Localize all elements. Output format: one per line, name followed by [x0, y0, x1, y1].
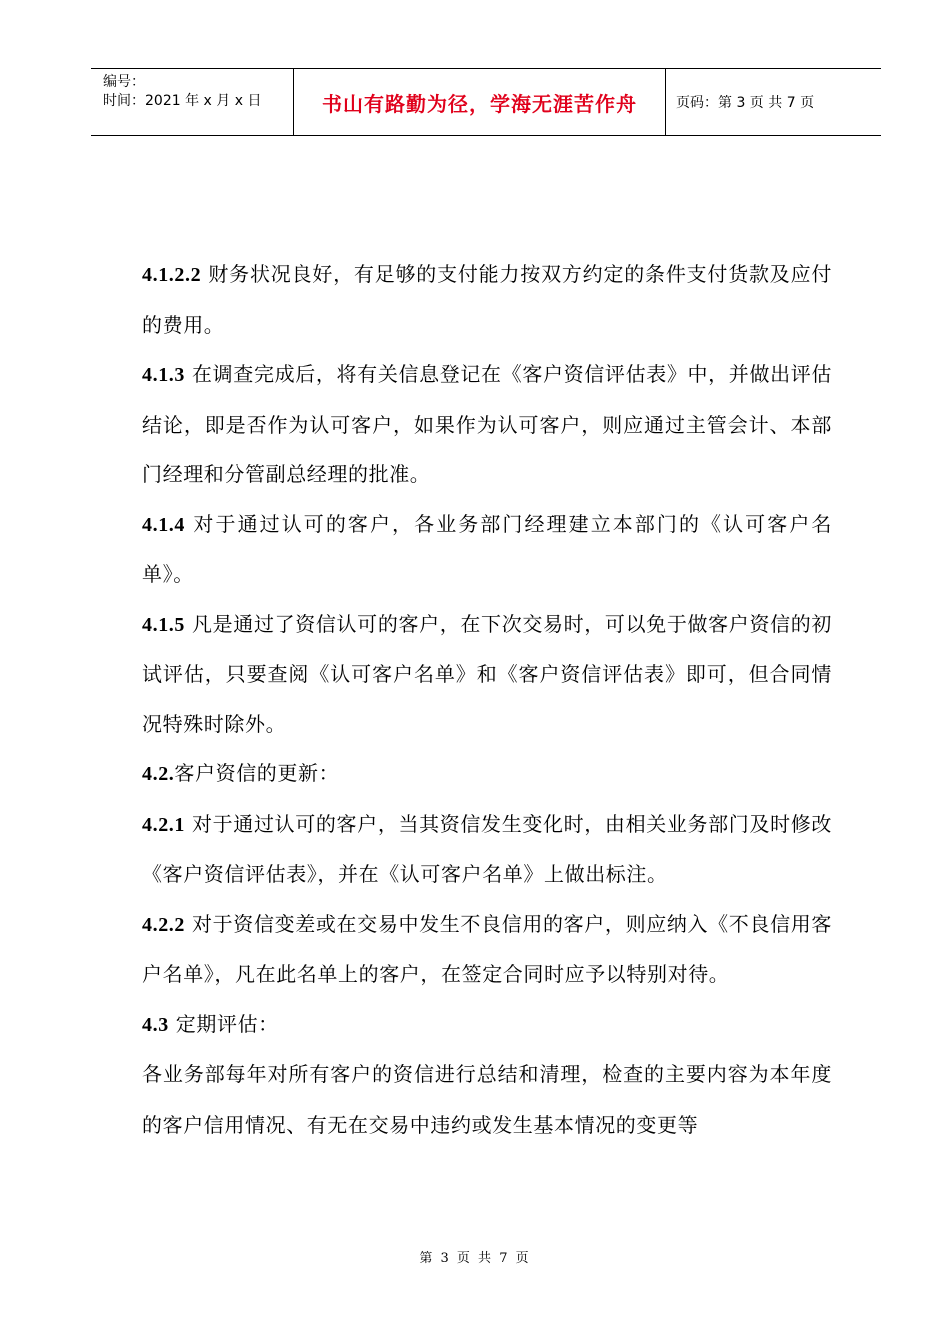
section-number: 4.2.1: [142, 813, 185, 836]
paragraph-text: 定期评估：: [168, 1011, 279, 1036]
paragraph: [142, 749, 832, 800]
section-number: 4.1.4: [142, 513, 185, 536]
paragraph: [142, 250, 832, 350]
paragraph: [142, 900, 832, 1000]
header-motto-cell: [293, 69, 666, 135]
serial-label: 编号：: [103, 74, 145, 90]
header-page-label: 页码：第 3 页 共 7 页: [676, 95, 815, 111]
paragraph-text: 客户资信的更新：: [174, 761, 340, 785]
paragraph-text: 对于通过认可的客户，各业务部门经理建立本部门的《认可客户名单》。: [142, 511, 832, 586]
section-number: 4.1.3: [142, 364, 185, 386]
document-body: [142, 250, 832, 1150]
header-motto: 书山有路勤为径，学海无涯苦作舟: [322, 91, 637, 116]
paragraph: [142, 1050, 832, 1150]
paragraph: [142, 1000, 832, 1051]
section-number: 4.1.2.2: [142, 264, 202, 286]
paragraph-text: 凡是通过了资信认可的客户，在下次交易时，可以免于做客户资信的初试评估，只要查阅《认可客户名单》和《客户资信评估表》即可，但合同情况特殊时除外。: [142, 611, 832, 736]
page-footer: 第 3 页 共 7 页: [419, 1251, 531, 1266]
paragraph: [142, 350, 832, 500]
page-header: [91, 68, 881, 136]
paragraph-text: 各业务部每年对所有客户的资信进行总结和清理，检查的主要内容为本年度的客户信用情况、有无在交易中违约或发生基本情况的变更等: [142, 1062, 832, 1137]
time-label: 时间：2021 年 x 月 x 日: [103, 93, 262, 109]
header-meta: [91, 69, 293, 135]
paragraph: [142, 800, 832, 900]
section-number: 4.2.2: [142, 913, 185, 936]
paragraph-text: 对于通过认可的客户，当其资信发生变化时，由相关业务部门及时修改《客户资信评估表》，并在《认可客户名单》上做出标注。: [142, 811, 832, 886]
paragraph: [142, 500, 832, 600]
section-number: 4.2.: [142, 763, 175, 785]
paragraph-text: 财务状况良好，有足够的支付能力按双方约定的条件支付货款及应付的费用。: [142, 262, 832, 337]
paragraph-text: 在调查完成后，将有关信息登记在《客户资信评估表》中，并做出评估结论，即是否作为认可客户，如果作为认可客户，则应通过主管会计、本部门经理和分管副总经理的批准。: [142, 362, 832, 486]
paragraph: [142, 600, 832, 750]
section-number: 4.1.5: [142, 613, 185, 636]
header-page-cell: [666, 69, 881, 135]
paragraph-text: 对于资信变差或在交易中发生不良信用的客户，则应纳入《不良信用客户名单》，凡在此名单上的客户，在签定合同时应予以特别对待。: [142, 911, 832, 986]
section-number: 4.3: [142, 1013, 169, 1036]
